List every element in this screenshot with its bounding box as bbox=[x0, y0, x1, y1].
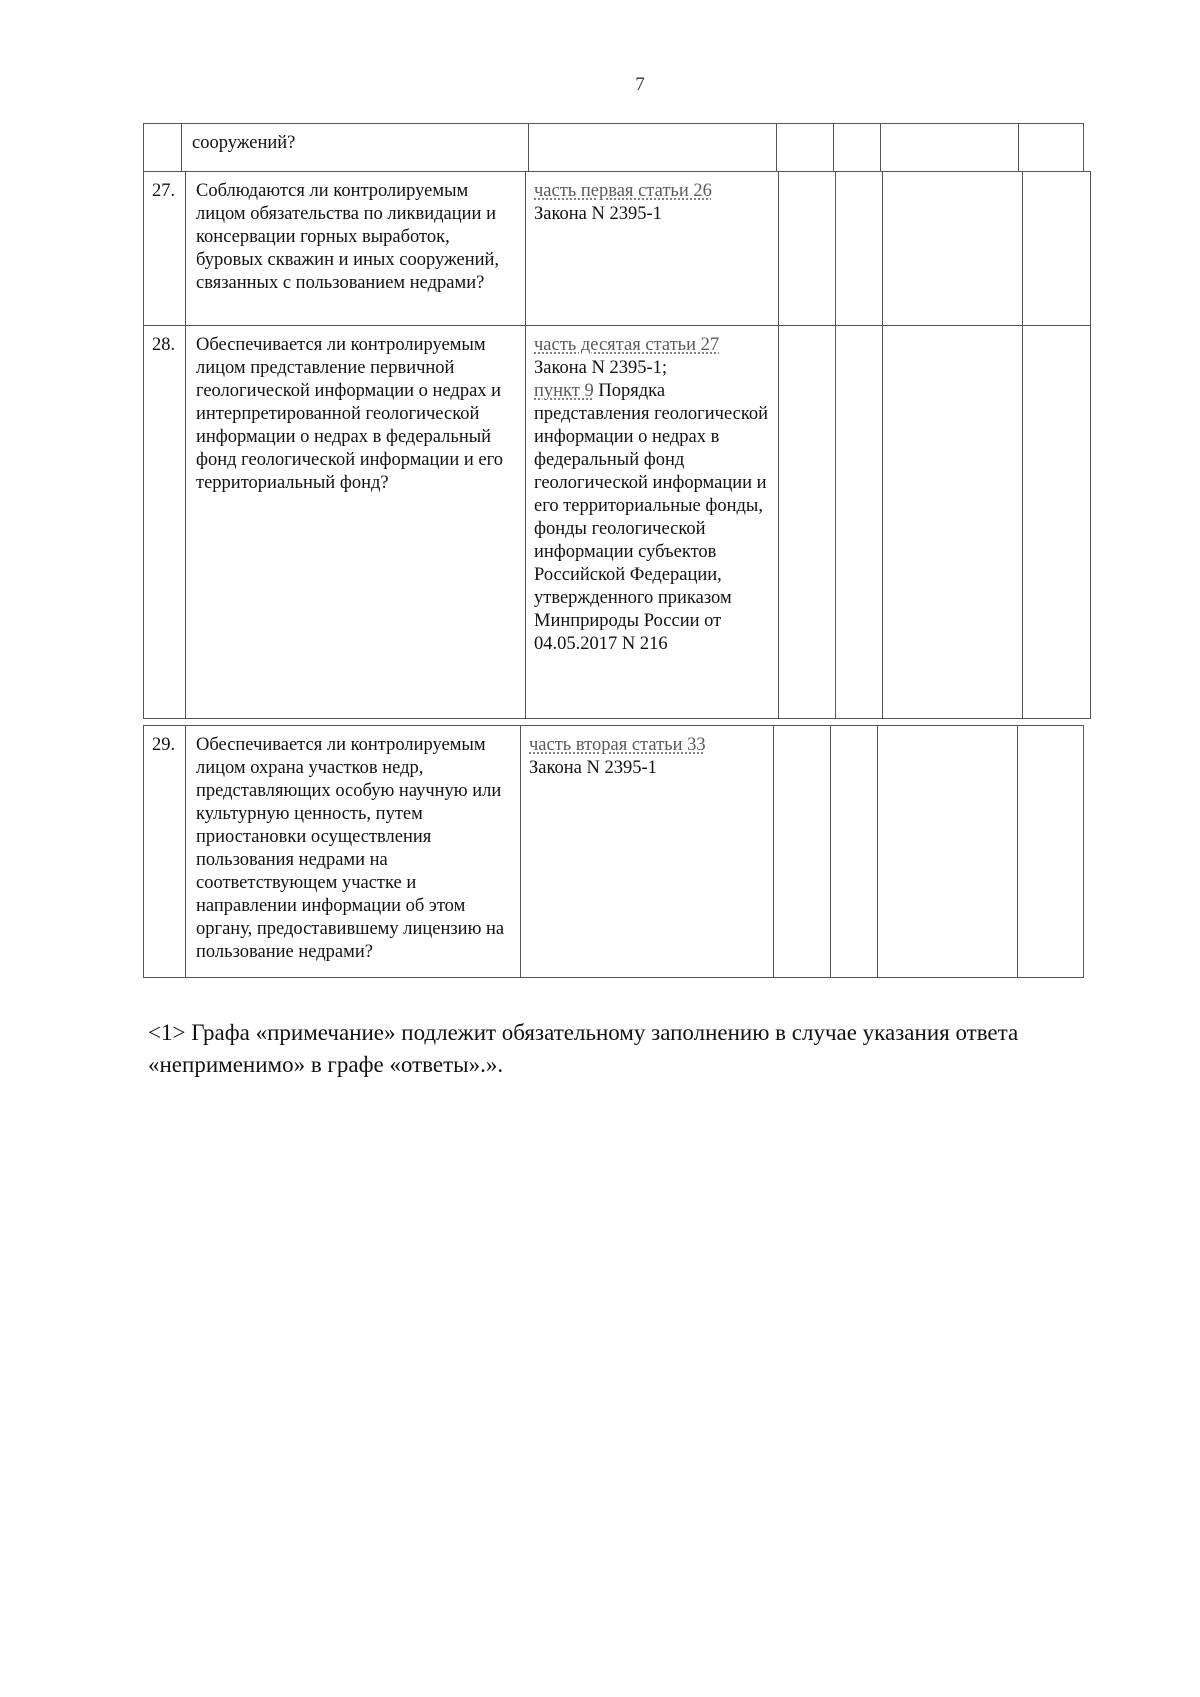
checklist-table-bottom bbox=[143, 725, 1084, 978]
note-cell[interactable] bbox=[1023, 326, 1091, 719]
checklist-table bbox=[143, 171, 1091, 719]
checklist-table-top bbox=[143, 123, 1084, 172]
answer-not-applicable-cell[interactable] bbox=[883, 326, 1023, 719]
legal-basis-link[interactable]: пункт 9 bbox=[534, 381, 594, 401]
answer-no-cell[interactable] bbox=[836, 326, 883, 719]
row-question: сооружений? bbox=[182, 124, 529, 172]
answer-yes-cell[interactable] bbox=[774, 726, 831, 978]
legal-basis-link[interactable]: часть вторая статьи 33 bbox=[529, 735, 706, 755]
row-number: 29. bbox=[144, 726, 186, 978]
row-legal-basis bbox=[529, 124, 777, 172]
answer-not-applicable-cell[interactable] bbox=[881, 124, 1019, 172]
row-legal-basis bbox=[526, 172, 779, 326]
answer-no-cell[interactable] bbox=[831, 726, 878, 978]
page-number: 7 bbox=[635, 74, 645, 95]
table-row bbox=[144, 726, 1084, 978]
note-cell[interactable] bbox=[1019, 124, 1084, 172]
table-row bbox=[144, 326, 1091, 719]
note-cell[interactable] bbox=[1023, 172, 1091, 326]
table-row bbox=[144, 172, 1091, 326]
answer-yes-cell[interactable] bbox=[779, 172, 836, 326]
row-question: Обеспечивается ли контролируемым лицом охрана участков недр, представляющих особую научную или культурную ценность, путем приостановки осуществления пользования недрами на соответствующем участке и направлении информации об этом органу, предоставившему лицензию на пользование недрами? bbox=[186, 726, 521, 978]
row-legal-basis bbox=[526, 326, 779, 719]
legal-basis-text: Порядка представления геологической информации о недрах в федеральный фонд геологической информации и его территориальные фонды, фонды геологической информации субъектов Российской Федерации, утвержденного приказом Минприроды России от 04.05.2017 N 216 bbox=[534, 381, 769, 654]
answer-not-applicable-cell[interactable] bbox=[878, 726, 1018, 978]
legal-basis-text: Закона N 2395-1 bbox=[534, 204, 662, 224]
footnote: <1> Графа «примечание» подлежит обязательному заполнению в случае указания ответа «неприменимо» в графе «ответы».». bbox=[148, 1020, 1019, 1077]
answer-yes-cell[interactable] bbox=[777, 124, 834, 172]
answer-yes-cell[interactable] bbox=[779, 326, 836, 719]
legal-basis-link[interactable]: часть десятая статьи 27 bbox=[534, 335, 720, 355]
answer-no-cell[interactable] bbox=[836, 172, 883, 326]
legal-basis-text: Закона N 2395-1 bbox=[529, 758, 657, 778]
answer-not-applicable-cell[interactable] bbox=[883, 172, 1023, 326]
legal-basis-text: Закона N 2395-1; bbox=[534, 358, 668, 378]
row-number: 27. bbox=[144, 172, 186, 326]
table-row bbox=[144, 124, 1084, 172]
answer-no-cell[interactable] bbox=[834, 124, 881, 172]
row-question: Обеспечивается ли контролируемым лицом представление первичной геологической информации о недрах и интерпретированной геологической информации о недрах в федеральный фонд геологической информации и его территориальный фонд? bbox=[186, 326, 526, 719]
row-number: 28. bbox=[144, 326, 186, 719]
row-number bbox=[144, 124, 182, 172]
note-cell[interactable] bbox=[1018, 726, 1084, 978]
legal-basis-link[interactable]: часть первая статьи 26 bbox=[534, 181, 712, 201]
row-question: Соблюдаются ли контролируемым лицом обязательства по ликвидации и консервации горных выработок, буровых скважин и иных сооружений, связанных с пользованием недрами? bbox=[186, 172, 526, 326]
row-legal-basis bbox=[521, 726, 774, 978]
